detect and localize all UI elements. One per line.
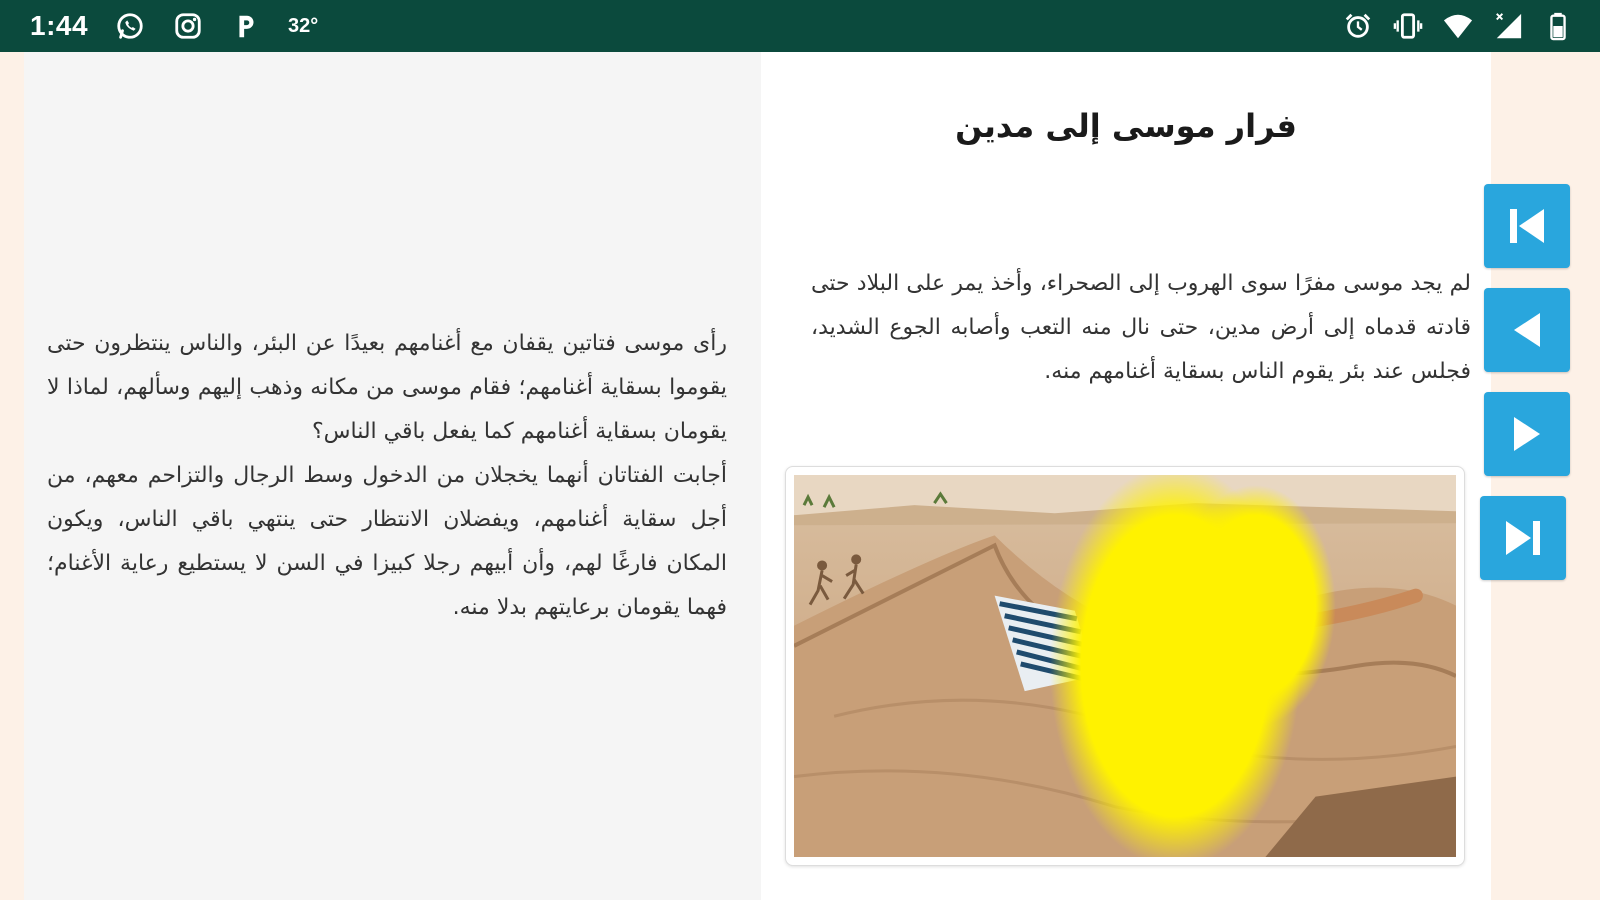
left-paragraph-1: رأى موسى فتاتين يقفان مع أغنامهم بعيدًا عن البئر، والناس ينتظرون حتى يقوموا بسقاية أغنامهم؛ فقام موسى من مكانه وذهب إليهم وسألهم، لماذا لا يقومان بسقاية أغنامهم كما يفعل باقي الناس؟ bbox=[47, 331, 727, 444]
wifi-icon bbox=[1442, 10, 1474, 42]
right-page bbox=[761, 52, 1491, 900]
parking-icon bbox=[230, 10, 262, 42]
alarm-icon bbox=[1342, 10, 1374, 42]
story-illustration bbox=[785, 466, 1465, 866]
left-page bbox=[24, 52, 761, 900]
skip-previous-icon bbox=[1502, 201, 1552, 251]
previous-button[interactable] bbox=[1484, 288, 1570, 372]
skip-to-last-button[interactable] bbox=[1480, 496, 1566, 580]
status-time: 1:44 bbox=[30, 10, 89, 41]
instagram-icon bbox=[172, 10, 204, 42]
whatsapp-icon bbox=[114, 10, 146, 42]
left-paragraph-2: أجابت الفتاتان أنهما يخجلان من الدخول وسط الرجال والتزاحم معهم، من أجل سقاية أغنامهم، ويفضلان الانتظار حتى ينتهي باقي الناس، ويكون المكان فارغًا لهم، وأن أبيهم رجلا كبيزا في السن لا يستطيع رعاية الأغنام؛ فهما يقومان برعايتهم بدلا منه. bbox=[47, 463, 727, 620]
vibrate-icon bbox=[1392, 10, 1424, 42]
skip-next-icon bbox=[1498, 513, 1548, 563]
right-paragraph: لم يجد موسى مفرًا سوى الهروب إلى الصحراء، وأخذ يمر على البلاد حتى قادته قدماه إلى أرض مدين، حتى نال منه التعب وأصابه الجوع الشديد، فجلس عند بئر يقوم الناس بسقاية أغنامهم منه. bbox=[811, 271, 1471, 384]
status-temperature: 32° bbox=[288, 14, 319, 37]
skip-to-first-button[interactable] bbox=[1484, 184, 1570, 268]
next-button[interactable] bbox=[1484, 392, 1570, 476]
battery-icon bbox=[1542, 10, 1574, 42]
left-page-text bbox=[47, 322, 727, 630]
play-icon bbox=[1502, 409, 1552, 459]
story-title: فرار موسى إلى مدين bbox=[955, 107, 1297, 145]
play-reverse-icon bbox=[1502, 305, 1552, 355]
status-bar bbox=[0, 0, 1600, 52]
desert-illustration bbox=[794, 475, 1456, 857]
signal-icon bbox=[1492, 10, 1524, 42]
